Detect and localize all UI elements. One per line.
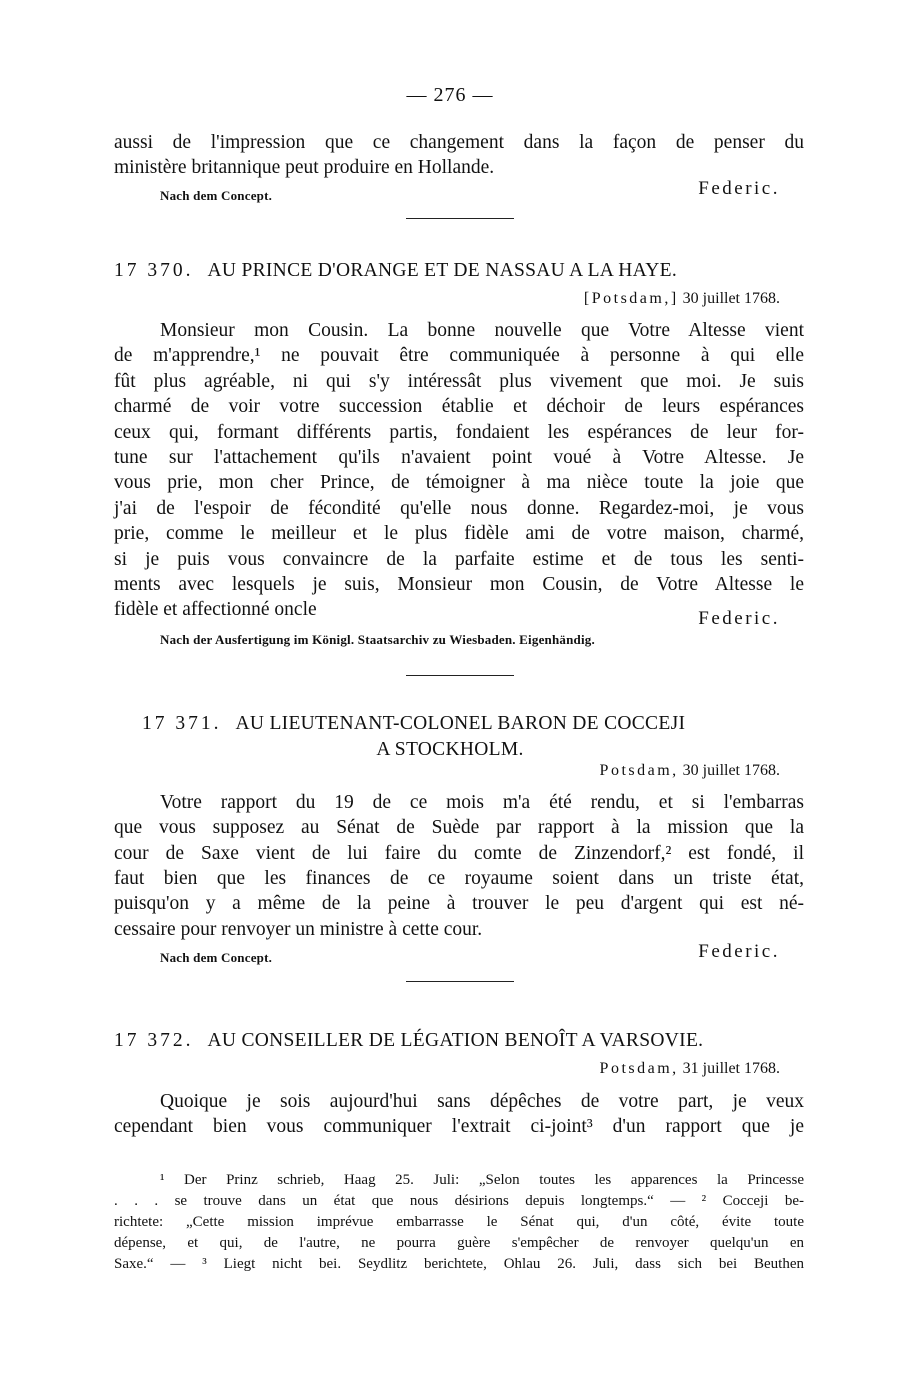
letter-17370-line-2: de m'apprendre,¹ ne pouvait être communiquée à personne à qui elle [114, 345, 804, 366]
letter-17370-heading [114, 260, 804, 282]
footnote-line-1: ¹ Der Prinz schrieb, Haag 25. Juli: „Selon toutes les apparences la Princesse [160, 1172, 804, 1188]
letter-17370-title: AU PRINCE D'ORANGE ET DE NASSAU A LA HAYE. [207, 260, 678, 281]
letter-17371-title-line-2: A STOCKHOLM. [376, 739, 524, 760]
letter-17371-date: 30 juillet 1768. [682, 762, 780, 779]
letter-17371-line-5: puisqu'on y a même de la peine à trouver le peu d'argent qui est né- [114, 893, 804, 914]
letter-17371-source-note: Nach dem Concept. [160, 950, 273, 965]
letter-17370-line-4: charmé de voir votre succession établie et déchoir de leurs espérances [114, 396, 804, 417]
section-divider-3 [406, 981, 514, 982]
letter-17370-signature: Federic. [698, 608, 780, 629]
letter-17370-number: 17 370. [114, 260, 194, 281]
letter-17370-line-12: fidèle et affectionné oncle [114, 599, 317, 620]
letter-17370-line-10: si je puis vous convaincre de la parfaite estime et de tous les senti- [114, 549, 804, 570]
letter-17371-title-line-1: AU LIEUTENANT-COLONEL BARON DE COCCEJI [235, 713, 686, 734]
letter-17371-place: Potsdam, [599, 762, 679, 779]
letter-17370-line-8: j'ai de l'espoir de fécondité qu'elle nous donne. Regardez-moi, je vous [114, 498, 804, 519]
section-divider-1 [406, 218, 514, 219]
footnote-line-5: Saxe.“ — ³ Liegt nicht bei. Seydlitz berichtete, Ohlau 26. Juli, dass sich bei Beuthen [114, 1256, 804, 1272]
letter-17371-line-6: cessaire pour renvoyer un ministre à cette cour. [114, 919, 483, 940]
letter-17372-title: AU CONSEILLER DE LÉGATION BENOÎT A VARSOVIE. [207, 1030, 704, 1051]
letter-17372-place: Potsdam, [599, 1060, 679, 1077]
letter-17370-date: 30 juillet 1768. [682, 290, 780, 307]
letter-17370-line-3: fût plus agréable, ni qui s'y intéressât plus vivement que moi. Je suis [114, 371, 804, 392]
letter-17372-dateline [600, 1060, 780, 1078]
letter-17370-line-9: prie, comme le meilleur et le plus fidèle ami de votre maison, charmé, [114, 523, 804, 544]
letter-17370-line-11: ments avec lesquels je suis, Monsieur mon Cousin, de Votre Altesse le [114, 574, 804, 595]
letter-17370-place: [Potsdam,] [583, 290, 679, 307]
letter-17371-line-2: que vous supposez au Sénat de Suède par rapport à la mission que la [114, 817, 804, 838]
letter-17372-date: 31 juillet 1768. [682, 1060, 780, 1077]
letter-17371-line-3: cour de Saxe vient de lui faire du comte de Zinzendorf,² est fondé, il [114, 843, 804, 864]
letter-17370-line-6: tune sur l'attachement qu'ils n'avaient point voué à Votre Altesse. Je [114, 447, 804, 468]
letter-17371-heading [142, 713, 832, 735]
footnote-line-3: richtete: „Cette mission imprévue embarrasse le Sénat qui, d'un côté, évite toute [114, 1214, 804, 1230]
letter-17370-line-1: Monsieur mon Cousin. La bonne nouvelle que Votre Altesse vient [160, 320, 804, 341]
page-number: — 276 — [406, 84, 494, 106]
intro-signature: Federic. [698, 178, 780, 199]
letter-17371-dateline [600, 762, 780, 780]
letter-17372-heading [114, 1030, 804, 1052]
letter-17370-line-7: vous prie, mon cher Prince, de témoigner à ma nièce toute la joie que [114, 472, 804, 493]
section-divider-2 [406, 675, 514, 676]
intro-line-1: aussi de l'impression que ce changement dans la façon de penser du [114, 132, 804, 153]
footnote-line-4: dépense, et qui, de l'autre, ne pourra guère s'empêcher de renvoyer quelqu'un en [114, 1235, 804, 1251]
letter-17371-signature: Federic. [698, 941, 780, 962]
footnote-line-2: . . . se trouve dans un état que nous désirions depuis longtemps.“ — ² Cocceji be- [114, 1193, 804, 1209]
letter-17370-dateline [584, 290, 780, 308]
letter-17372-line-2: cependant bien vous communiquer l'extrait ci-joint³ d'un rapport que je [114, 1116, 804, 1137]
letter-17371-line-4: faut bien que les finances de ce royaume soient dans un triste état, [114, 868, 804, 889]
letter-17370-line-5: ceux qui, formant différents partis, fondaient les espérances de leur for- [114, 422, 804, 443]
intro-source-note: Nach dem Concept. [160, 188, 273, 203]
letter-17371-number: 17 371. [142, 713, 222, 734]
letter-17370-source-note: Nach der Ausfertigung im Königl. Staatsarchiv zu Wiesbaden. Eigenhändig. [160, 632, 595, 647]
letter-17371-line-1: Votre rapport du 19 de ce mois m'a été rendu, et si l'embarras [160, 792, 804, 813]
letter-17372-number: 17 372. [114, 1030, 194, 1051]
intro-line-2: ministère britannique peut produire en Hollande. [114, 157, 495, 178]
letter-17372-line-1: Quoique je sois aujourd'hui sans dépêches de votre part, je veux [160, 1091, 804, 1112]
